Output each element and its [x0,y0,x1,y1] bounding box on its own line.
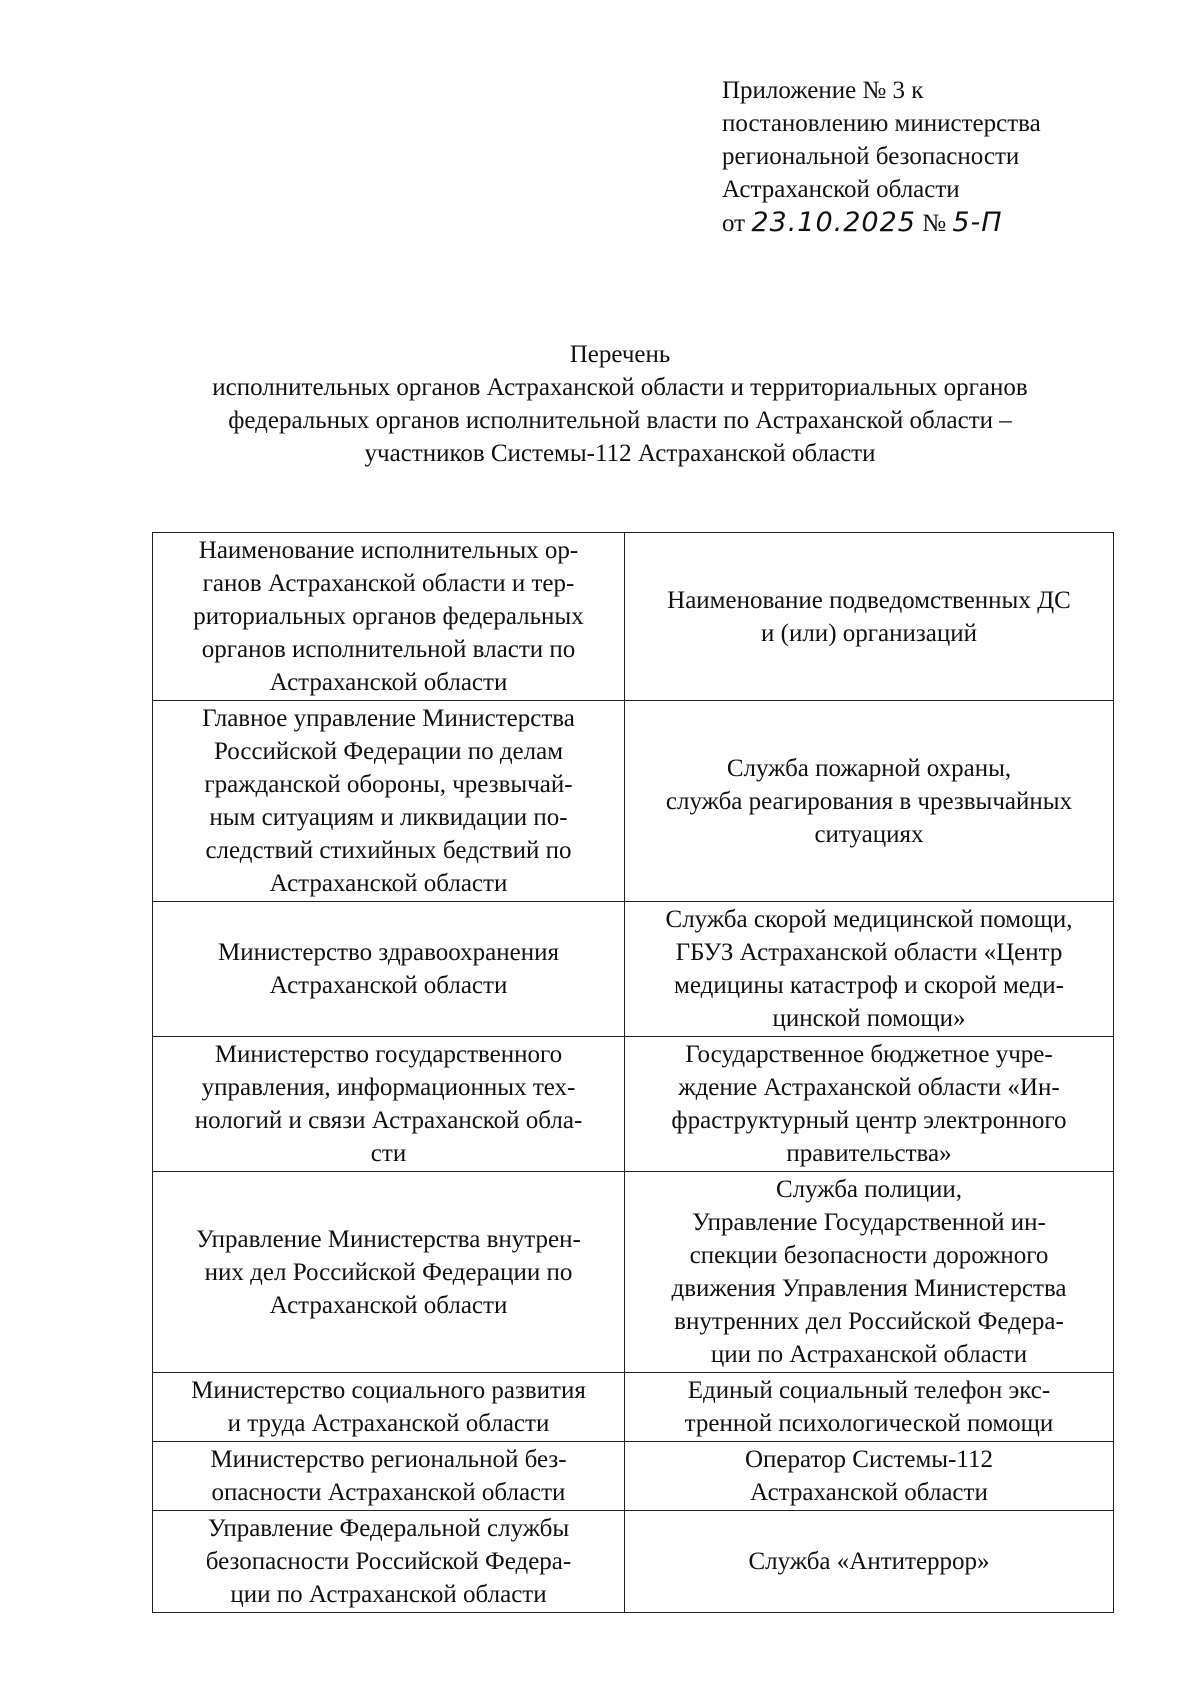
cell-line: ным ситуациям и ликвидации по- [209,804,568,831]
table-header-row [153,533,1114,701]
organ-cell [153,1511,625,1613]
cell-line: Министерство государственного [214,1041,563,1068]
table-row [153,701,1114,902]
cell-line: ГБУЗ Астраханской области «Центр [675,939,1063,966]
appendix-line: Астраханской области [722,176,960,203]
cell-line: Служба пожарной охраны, [726,754,1012,782]
organ-cell [153,1037,625,1172]
cell-line: органов исполнительной власти по [201,636,576,663]
cell-line: них дел Российской Федерации по [204,1258,573,1286]
cell-line: опасности Астраханской области [211,1479,566,1506]
cell-line: медицины катастроф и скорой меди- [674,972,1064,999]
title-line: участников Системы-112 Астраханской области [364,440,876,467]
handwritten-date: 23.10.2025 [751,207,916,238]
cell-line: ситуациях [814,820,924,848]
cell-line: Министерство региональной без- [210,1446,567,1473]
table-row [153,1172,1114,1373]
participants-table [152,532,1114,1613]
cell-line: Управление Государственной ин- [692,1209,1046,1236]
cell-line: Астраханской области [269,972,508,999]
cell-line: спекции безопасности дорожного [689,1242,1049,1269]
appendix-line: Приложение № 3 к [722,77,924,104]
cell-line: Российской Федерации по делам [213,738,564,765]
header-cell-organs [153,533,625,701]
organ-cell [153,701,625,902]
cell-line: Астраханской области [750,1479,988,1506]
cell-line: следствий стихийных бедствий по [205,837,572,864]
cell-line: Главное управление Министерства [202,705,575,732]
appendix-line: региональной безопасности [722,143,1020,170]
cell-line: Астраханской области [269,669,508,696]
cell-line: Астраханской области [269,1291,508,1319]
service-cell [625,1373,1114,1442]
cell-line: Астраханской области [269,870,508,897]
cell-line: Единый социальный телефон экс- [687,1377,1051,1404]
organ-cell [153,1172,625,1373]
service-cell [625,1172,1114,1373]
cell-line: движения Управления Министерства [671,1275,1067,1302]
table-row [153,1037,1114,1172]
cell-line: Служба полиции, [775,1176,963,1203]
cell-line: и труда Астраханской области [227,1410,550,1437]
service-cell [625,1037,1114,1172]
organ-cell [153,902,625,1037]
date-prefix: от [722,210,746,237]
cell-line: Министерство здравоохранения [218,939,559,966]
table-row [153,1373,1114,1442]
cell-line: Наименование исполнительных ор- [198,537,579,564]
cell-line: Служба скорой медицинской помощи, [665,906,1073,933]
cell-line: правительства» [786,1140,952,1167]
cell-line: Управление Министерства внутрен- [196,1225,581,1253]
cell-line: Управление Федеральной службы [207,1515,570,1542]
document-title [120,338,1120,470]
cell-line: Министерство социального развития [191,1377,586,1404]
cell-line: нологий и связи Астраханской обла- [194,1107,583,1134]
cell-line: сти [370,1140,407,1167]
appendix-block [722,74,1041,240]
cell-line: и (или) организаций [761,619,977,647]
cell-line: гражданской обороны, чрезвычай- [204,771,573,798]
cell-line: ции по Астраханской области [710,1341,1028,1368]
cell-line: ганов Астраханской области и тер- [202,570,575,597]
service-cell [625,1442,1114,1511]
cell-line: Наименование подведомственных ДС [667,586,1071,614]
organ-cell [153,1442,625,1511]
service-cell [625,1511,1114,1613]
handwritten-number: 5-П [952,207,1003,238]
organ-cell [153,1373,625,1442]
date-number-line [722,206,1041,240]
cell-line: служба реагирования в чрезвычайных [665,787,1073,815]
appendix-line: постановлению министерства [722,110,1041,137]
table-row [153,1511,1114,1613]
cell-line: внутренних дел Российской Федера- [674,1308,1064,1335]
service-cell [625,902,1114,1037]
cell-line: Оператор Системы-112 [744,1446,993,1473]
cell-line: цинской помощи» [772,1005,966,1032]
title-line: Перечень [569,341,671,368]
cell-line: Государственное бюджетное учре- [685,1041,1053,1068]
cell-line: ждение Астраханской области «Ин- [678,1074,1060,1101]
cell-line: тренной психологической помощи [684,1410,1054,1437]
table-row [153,902,1114,1037]
cell-line: фраструктурный центр электронного [671,1107,1067,1134]
cell-line: ции по Астраханской области [230,1581,547,1608]
cell-line: безопасности Российской Федера- [205,1548,572,1575]
header-cell-services [625,533,1114,701]
cell-line: Служба «Антитеррор» [748,1548,990,1575]
cell-line: управления, информационных тех- [201,1074,576,1101]
title-line: исполнительных органов Астраханской области и территориальных органов [212,374,1028,401]
number-label: № [922,210,947,237]
title-line: федеральных органов исполнительной власти по Астраханской области – [228,407,1012,434]
cell-line: риториальных органов федеральных [193,603,584,630]
service-cell [625,701,1114,902]
table-row [153,1442,1114,1511]
